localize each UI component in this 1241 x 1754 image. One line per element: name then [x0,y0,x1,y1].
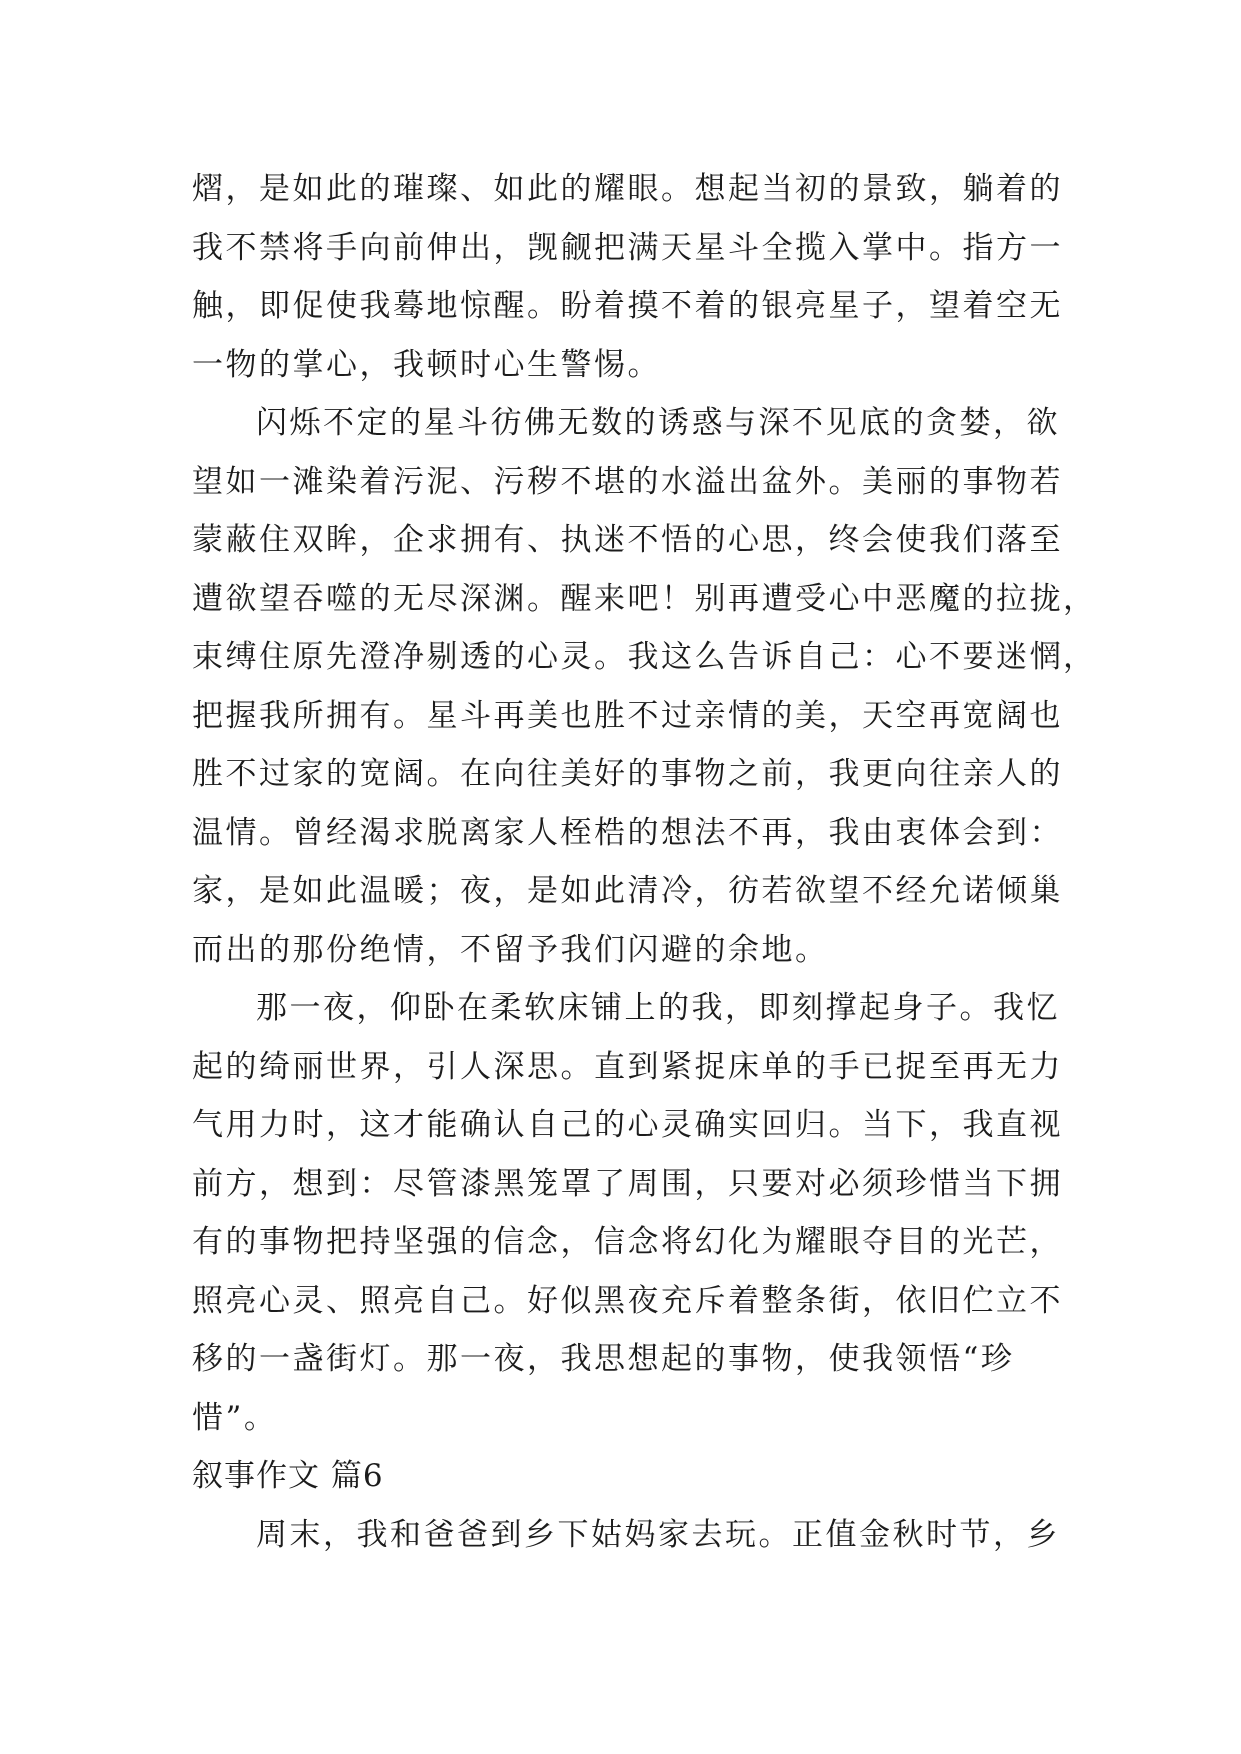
paragraph-line: 移的一盏街灯。那一夜，我思想起的事物，使我领悟“珍 [192,1341,1015,1377]
paragraph-first-line: 周末，我和爸爸到乡下姑妈家去玩。正值金秋时节，乡 [256,1516,1060,1553]
paragraph-line: 束缚住原先澄净剔透的心灵。我这么告诉自己：心不要迷惘， [192,639,1097,675]
paragraph-first-line: 那一夜，仰卧在柔软床铺上的我，即刻撑起身子。我忆 [256,990,1060,1026]
document-page [192,160,1097,1564]
paragraph-line: 家，是如此温暖；夜，是如此清冷，彷若欲望不经允诺倾巢 [192,873,1063,909]
paragraph-line: 触，即促使我蓦地惊醒。盼着摸不着的银亮星子，望着空无 [192,288,1063,324]
paragraph-line: 惜”。 [192,1399,278,1436]
paragraph-line: 胜不过家的宽阔。在向往美好的事物之前，我更向往亲人的 [192,756,1063,792]
paragraph-line: 起的绮丽世界，引人深思。直到紧捉床单的手已捉至再无力 [192,1048,1063,1085]
paragraph-line: 而出的那份绝情，不留予我们闪避的余地。 [192,931,829,968]
paragraph-line: 照亮心灵、照亮自己。好似黑夜充斥着整条街，依旧伫立不 [192,1282,1063,1319]
paragraph-line: 一物的掌心，我顿时心生警惕。 [192,346,661,383]
paragraph-first-line: 闪烁不定的星斗彷佛无数的诱惑与深不见底的贪婪，欲 [256,405,1060,441]
paragraph-line: 气用力时，这才能确认自己的心灵确实回归。当下，我直视 [192,1107,1063,1143]
paragraph-line: 蒙蔽住双眸，企求拥有、执迷不悟的心思，终会使我们落至 [192,522,1063,558]
paragraph-line: 望如一滩染着污泥、污秽不堪的水溢出盆外。美丽的事物若 [192,463,1063,500]
paragraph-line: 前方，想到：尽管漆黑笼罩了周围，只要对必须珍惜当下拥 [192,1165,1063,1202]
paragraph-line: 我不禁将手向前伸出，觊觎把满天星斗全揽入掌中。指方一 [192,229,1063,266]
paragraph-line: 温情。曾经渴求脱离家人桎梏的想法不再，我由衷体会到： [192,814,1063,851]
paragraph-line: 把握我所拥有。星斗再美也胜不过亲情的美，天空再宽阔也 [192,697,1063,734]
section-heading: 叙事作文 篇6 [192,1458,384,1494]
paragraph-line: 遭欲望吞噬的无尽深渊。醒来吧！别再遭受心中恶魔的拉拢， [192,580,1097,617]
paragraph-line: 熠，是如此的璀璨、如此的耀眼。想起当初的景致，躺着的 [192,171,1063,207]
paragraph-line: 有的事物把持坚强的信念，信念将幻化为耀眼夺目的光芒， [192,1224,1063,1260]
